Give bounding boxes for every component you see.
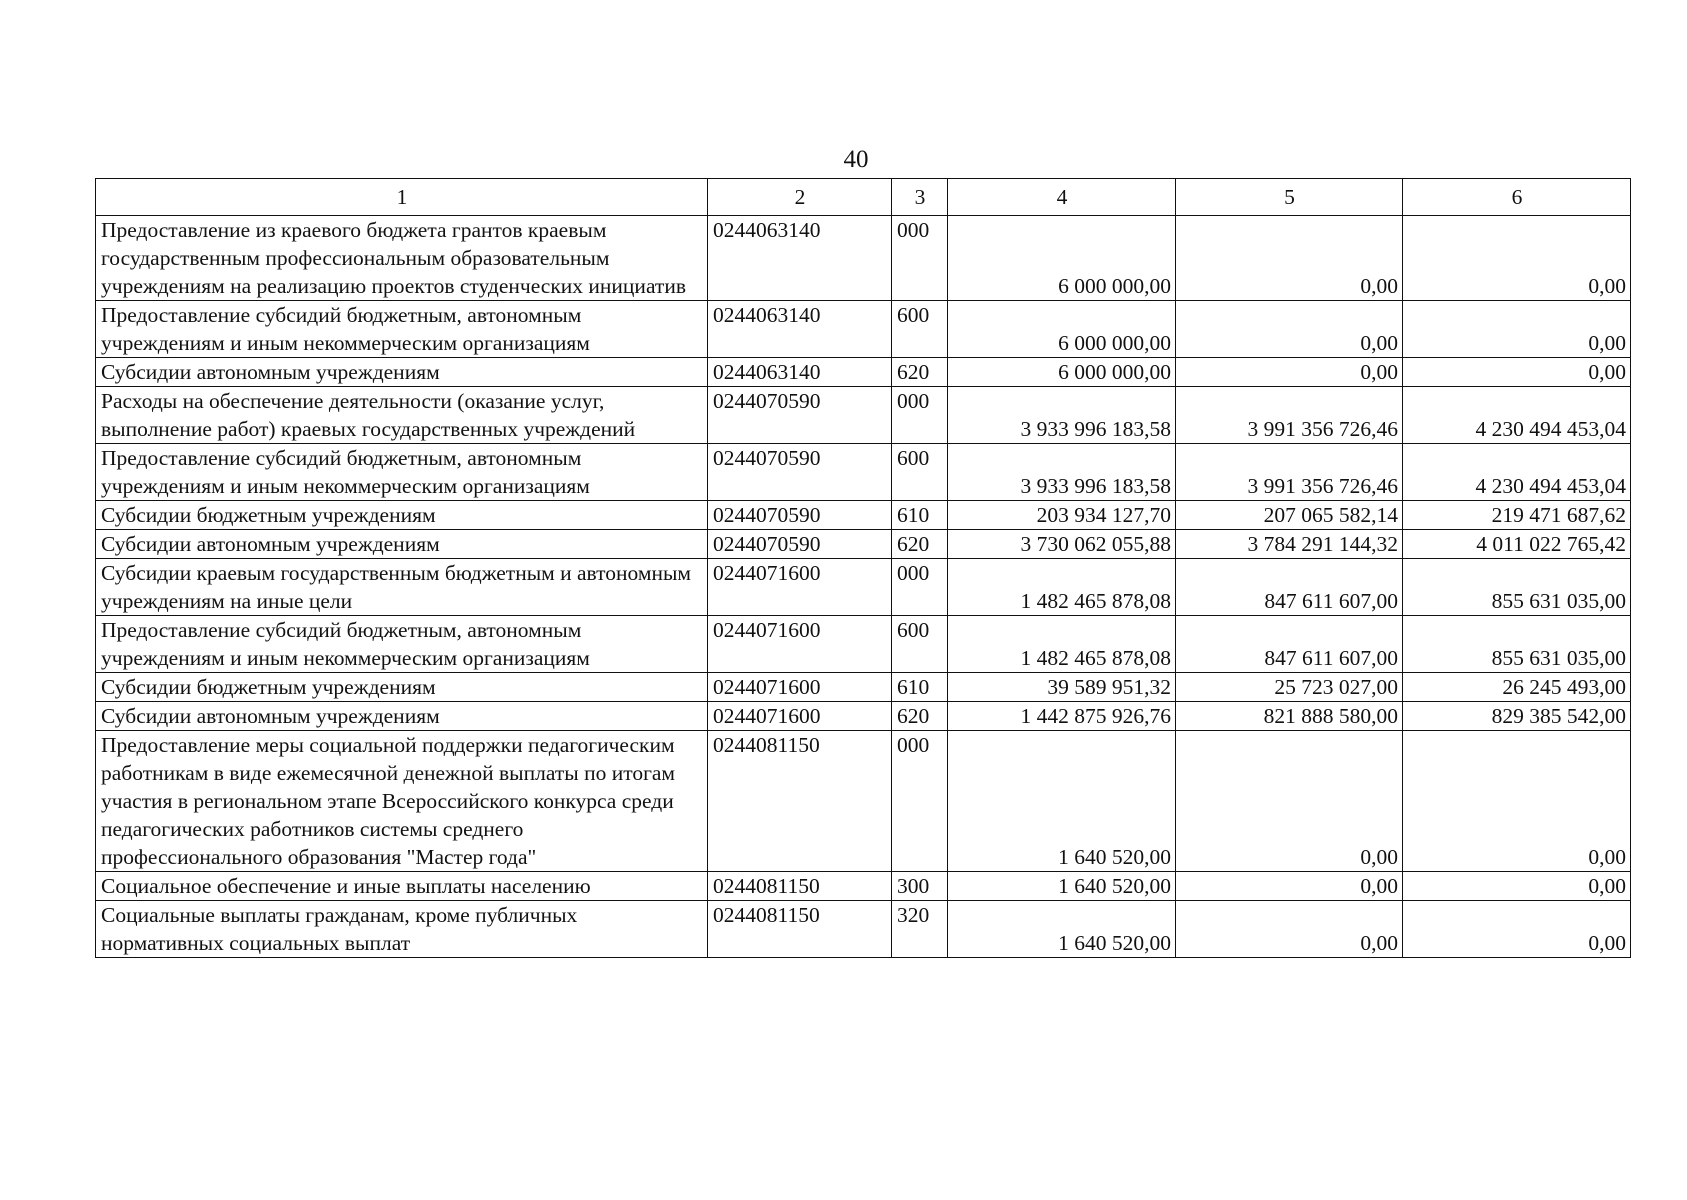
target-article-code: 0244071600 bbox=[708, 559, 892, 616]
expense-name: Предоставление субсидий бюджетным, автономным учреждениям и иным некоммерческим организациям bbox=[96, 616, 708, 673]
expense-name: Социальное обеспечение и иные выплаты населению bbox=[96, 872, 708, 901]
column-header: 2 bbox=[708, 179, 892, 216]
expense-name: Предоставление из краевого бюджета грантов краевым государственным профессиональным образовательным учреждениям на реализацию проектов студенческих инициатив bbox=[96, 216, 708, 301]
expense-type-code: 600 bbox=[892, 444, 948, 501]
amount-col-6: 4 230 494 453,04 bbox=[1403, 387, 1631, 444]
amount-col-5: 0,00 bbox=[1176, 901, 1403, 958]
table-row bbox=[96, 301, 1631, 358]
table-header-row bbox=[96, 179, 1631, 216]
expense-type-code: 000 bbox=[892, 216, 948, 301]
amount-col-5: 207 065 582,14 bbox=[1176, 501, 1403, 530]
amount-col-6: 0,00 bbox=[1403, 358, 1631, 387]
column-header: 1 bbox=[96, 179, 708, 216]
expense-name: Субсидии бюджетным учреждениям bbox=[96, 501, 708, 530]
target-article-code: 0244081150 bbox=[708, 731, 892, 872]
expense-name: Субсидии автономным учреждениям bbox=[96, 358, 708, 387]
expense-name: Расходы на обеспечение деятельности (оказание услуг, выполнение работ) краевых государственных учреждений bbox=[96, 387, 708, 444]
table-row bbox=[96, 444, 1631, 501]
table-row bbox=[96, 702, 1631, 731]
amount-col-5: 0,00 bbox=[1176, 216, 1403, 301]
amount-col-5: 847 611 607,00 bbox=[1176, 559, 1403, 616]
expense-name: Субсидии краевым государственным бюджетным и автономным учреждениям на иные цели bbox=[96, 559, 708, 616]
amount-col-4: 1 482 465 878,08 bbox=[948, 616, 1176, 673]
amount-col-6: 829 385 542,00 bbox=[1403, 702, 1631, 731]
amount-col-5: 821 888 580,00 bbox=[1176, 702, 1403, 731]
target-article-code: 0244071600 bbox=[708, 673, 892, 702]
expense-type-code: 610 bbox=[892, 501, 948, 530]
amount-col-5: 0,00 bbox=[1176, 301, 1403, 358]
amount-col-4: 1 640 520,00 bbox=[948, 872, 1176, 901]
target-article-code: 0244070590 bbox=[708, 530, 892, 559]
column-header: 5 bbox=[1176, 179, 1403, 216]
target-article-code: 0244063140 bbox=[708, 301, 892, 358]
page-number: 40 bbox=[843, 146, 869, 173]
budget-table bbox=[95, 178, 1631, 958]
amount-col-6: 0,00 bbox=[1403, 731, 1631, 872]
expense-name: Субсидии автономным учреждениям bbox=[96, 530, 708, 559]
amount-col-6: 26 245 493,00 bbox=[1403, 673, 1631, 702]
amount-col-6: 0,00 bbox=[1403, 901, 1631, 958]
column-header: 4 bbox=[948, 179, 1176, 216]
table-row bbox=[96, 616, 1631, 673]
target-article-code: 0244063140 bbox=[708, 216, 892, 301]
amount-col-5: 25 723 027,00 bbox=[1176, 673, 1403, 702]
amount-col-5: 0,00 bbox=[1176, 731, 1403, 872]
table-row bbox=[96, 387, 1631, 444]
amount-col-6: 0,00 bbox=[1403, 301, 1631, 358]
expense-type-code: 000 bbox=[892, 387, 948, 444]
expense-type-code: 000 bbox=[892, 559, 948, 616]
table-row bbox=[96, 501, 1631, 530]
amount-col-6: 855 631 035,00 bbox=[1403, 559, 1631, 616]
amount-col-4: 6 000 000,00 bbox=[948, 358, 1176, 387]
expense-type-code: 600 bbox=[892, 301, 948, 358]
column-header: 3 bbox=[892, 179, 948, 216]
table-row bbox=[96, 731, 1631, 872]
column-header: 6 bbox=[1403, 179, 1631, 216]
amount-col-4: 6 000 000,00 bbox=[948, 216, 1176, 301]
amount-col-4: 39 589 951,32 bbox=[948, 673, 1176, 702]
amount-col-4: 1 442 875 926,76 bbox=[948, 702, 1176, 731]
expense-type-code: 000 bbox=[892, 731, 948, 872]
expense-name: Предоставление субсидий бюджетным, автономным учреждениям и иным некоммерческим организациям bbox=[96, 301, 708, 358]
table-row bbox=[96, 901, 1631, 958]
target-article-code: 0244070590 bbox=[708, 501, 892, 530]
expense-name: Предоставление меры социальной поддержки педагогическим работникам в виде ежемесячной денежной выплаты по итогам участия в региональном этапе Всероссийского конкурса среди педагогических работников системы среднего профессионального образования "Мастер года" bbox=[96, 731, 708, 872]
expense-type-code: 620 bbox=[892, 358, 948, 387]
amount-col-4: 3 933 996 183,58 bbox=[948, 444, 1176, 501]
target-article-code: 0244081150 bbox=[708, 901, 892, 958]
amount-col-4: 1 640 520,00 bbox=[948, 731, 1176, 872]
amount-col-6: 855 631 035,00 bbox=[1403, 616, 1631, 673]
amount-col-4: 1 640 520,00 bbox=[948, 901, 1176, 958]
amount-col-4: 6 000 000,00 bbox=[948, 301, 1176, 358]
amount-col-5: 847 611 607,00 bbox=[1176, 616, 1403, 673]
expense-type-code: 620 bbox=[892, 702, 948, 731]
amount-col-4: 1 482 465 878,08 bbox=[948, 559, 1176, 616]
amount-col-6: 219 471 687,62 bbox=[1403, 501, 1631, 530]
table-row bbox=[96, 559, 1631, 616]
table-row bbox=[96, 358, 1631, 387]
expense-type-code: 610 bbox=[892, 673, 948, 702]
table-row bbox=[96, 530, 1631, 559]
amount-col-6: 4 011 022 765,42 bbox=[1403, 530, 1631, 559]
amount-col-6: 0,00 bbox=[1403, 216, 1631, 301]
target-article-code: 0244081150 bbox=[708, 872, 892, 901]
target-article-code: 0244070590 bbox=[708, 444, 892, 501]
amount-col-6: 0,00 bbox=[1403, 872, 1631, 901]
target-article-code: 0244071600 bbox=[708, 616, 892, 673]
expense-name: Субсидии бюджетным учреждениям bbox=[96, 673, 708, 702]
amount-col-6: 4 230 494 453,04 bbox=[1403, 444, 1631, 501]
amount-col-5: 0,00 bbox=[1176, 358, 1403, 387]
table-row bbox=[96, 872, 1631, 901]
table-row bbox=[96, 673, 1631, 702]
target-article-code: 0244071600 bbox=[708, 702, 892, 731]
expense-type-code: 320 bbox=[892, 901, 948, 958]
target-article-code: 0244070590 bbox=[708, 387, 892, 444]
amount-col-5: 0,00 bbox=[1176, 872, 1403, 901]
amount-col-4: 3 933 996 183,58 bbox=[948, 387, 1176, 444]
amount-col-5: 3 991 356 726,46 bbox=[1176, 444, 1403, 501]
amount-col-5: 3 784 291 144,32 bbox=[1176, 530, 1403, 559]
amount-col-4: 203 934 127,70 bbox=[948, 501, 1176, 530]
expense-type-code: 600 bbox=[892, 616, 948, 673]
expense-type-code: 300 bbox=[892, 872, 948, 901]
expense-type-code: 620 bbox=[892, 530, 948, 559]
amount-col-4: 3 730 062 055,88 bbox=[948, 530, 1176, 559]
table-row bbox=[96, 216, 1631, 301]
amount-col-5: 3 991 356 726,46 bbox=[1176, 387, 1403, 444]
target-article-code: 0244063140 bbox=[708, 358, 892, 387]
expense-name: Субсидии автономным учреждениям bbox=[96, 702, 708, 731]
expense-name: Социальные выплаты гражданам, кроме публичных нормативных социальных выплат bbox=[96, 901, 708, 958]
expense-name: Предоставление субсидий бюджетным, автономным учреждениям и иным некоммерческим организациям bbox=[96, 444, 708, 501]
